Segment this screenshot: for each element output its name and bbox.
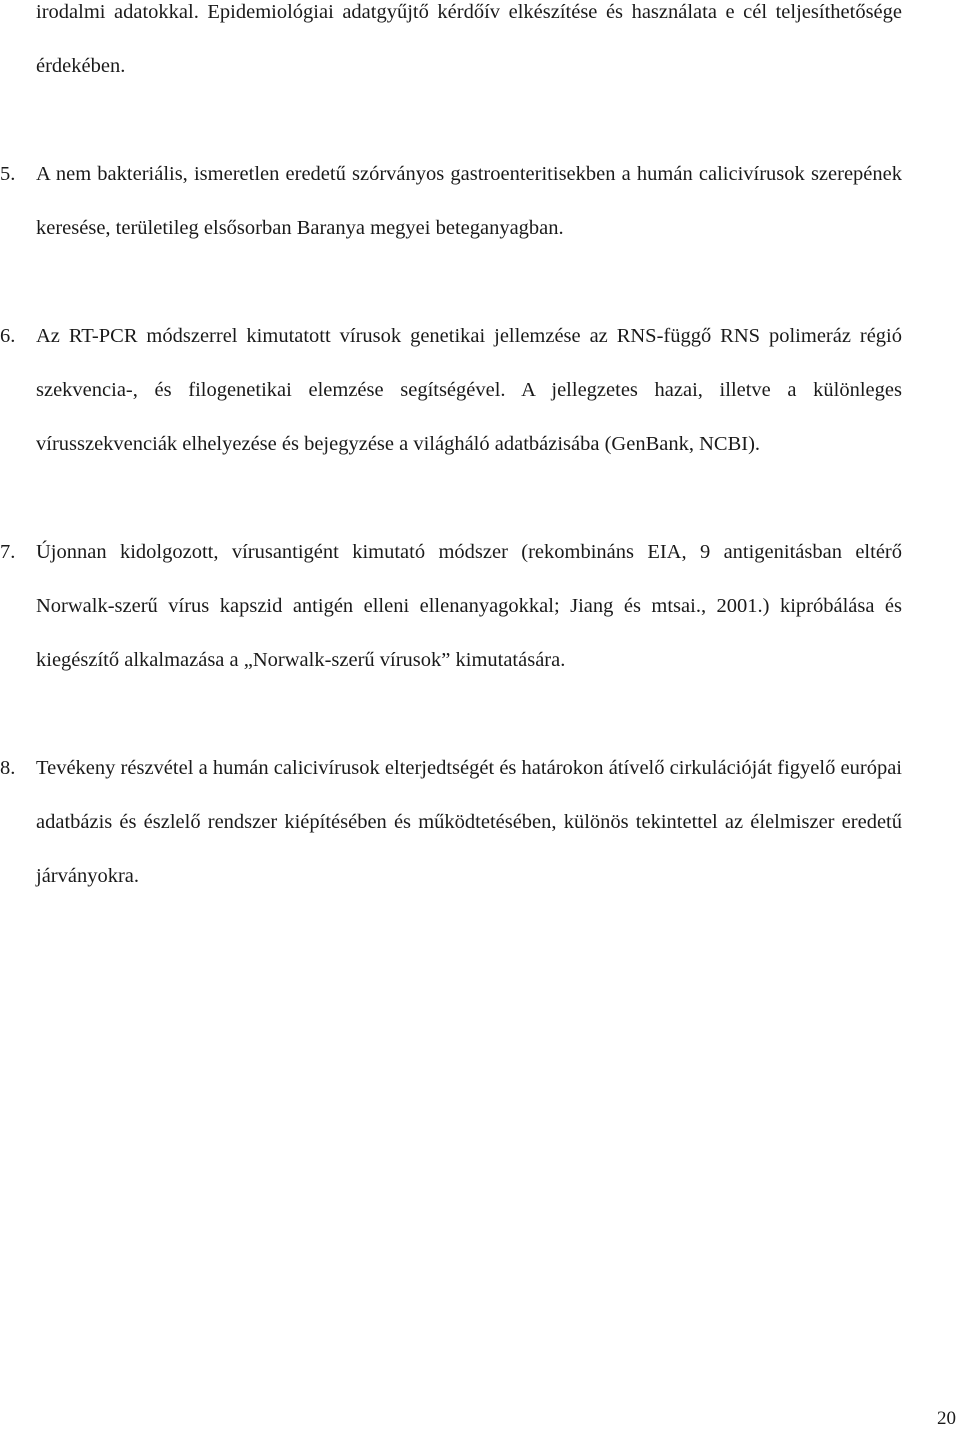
paragraph-gap bbox=[36, 471, 902, 525]
continuation-paragraph: irodalmi adatokkal. Epidemiológiai adatgyűjtő kérdőív elkészítése és használata e cél teljesíthetősége érdekében. bbox=[36, 1, 902, 77]
item-text: Újonnan kidolgozott, vírusantigént kimutató módszer (rekombináns EIA, 9 antigenitásban eltérő Norwalk-szerű vírus kapszid antigén elleni ellenanyagokkal; Jiang és mtsai., 2001.) kipróbálása és kiegészítő alkalmazása a „Norwalk-szerű vírusok” kimutatására. bbox=[36, 541, 902, 671]
item-number: 5. bbox=[0, 163, 16, 185]
list-item-8 bbox=[0, 741, 902, 903]
list-item-7 bbox=[0, 525, 902, 687]
paragraph-gap bbox=[36, 93, 902, 147]
item-number: 6. bbox=[0, 325, 16, 347]
list-item-6 bbox=[0, 309, 902, 471]
page-number: 20 bbox=[937, 1408, 956, 1429]
item-number: 8. bbox=[0, 757, 16, 779]
item-text: Tevékeny részvétel a humán calicivírusok elterjedtségét és határokon átívelő cirkulációját figyelő európai adatbázis és észlelő rendszer kiépítésében és működtetésében, különös tekintettel az élelmiszer eredetű járványokra. bbox=[36, 757, 902, 887]
paragraph-gap bbox=[36, 687, 902, 741]
list-item-5 bbox=[0, 147, 902, 255]
paragraph-gap bbox=[36, 255, 902, 309]
item-number: 7. bbox=[0, 541, 16, 563]
item-text: A nem bakteriális, ismeretlen eredetű szórványos gastroenteritisekben a humán calicivírusok szerepének keresése, területileg elsősorban Baranya megyei beteganyagban. bbox=[36, 163, 902, 239]
item-text: Az RT-PCR módszerrel kimutatott vírusok genetikai jellemzése az RNS-függő RNS polimeráz régió szekvencia-, és filogenetikai elemzése segítségével. A jellegzetes hazai, illetve a különleges vírusszekvenciák elhelyezése és bejegyzése a világháló adatbázisába (GenBank, NCBI). bbox=[36, 325, 902, 455]
